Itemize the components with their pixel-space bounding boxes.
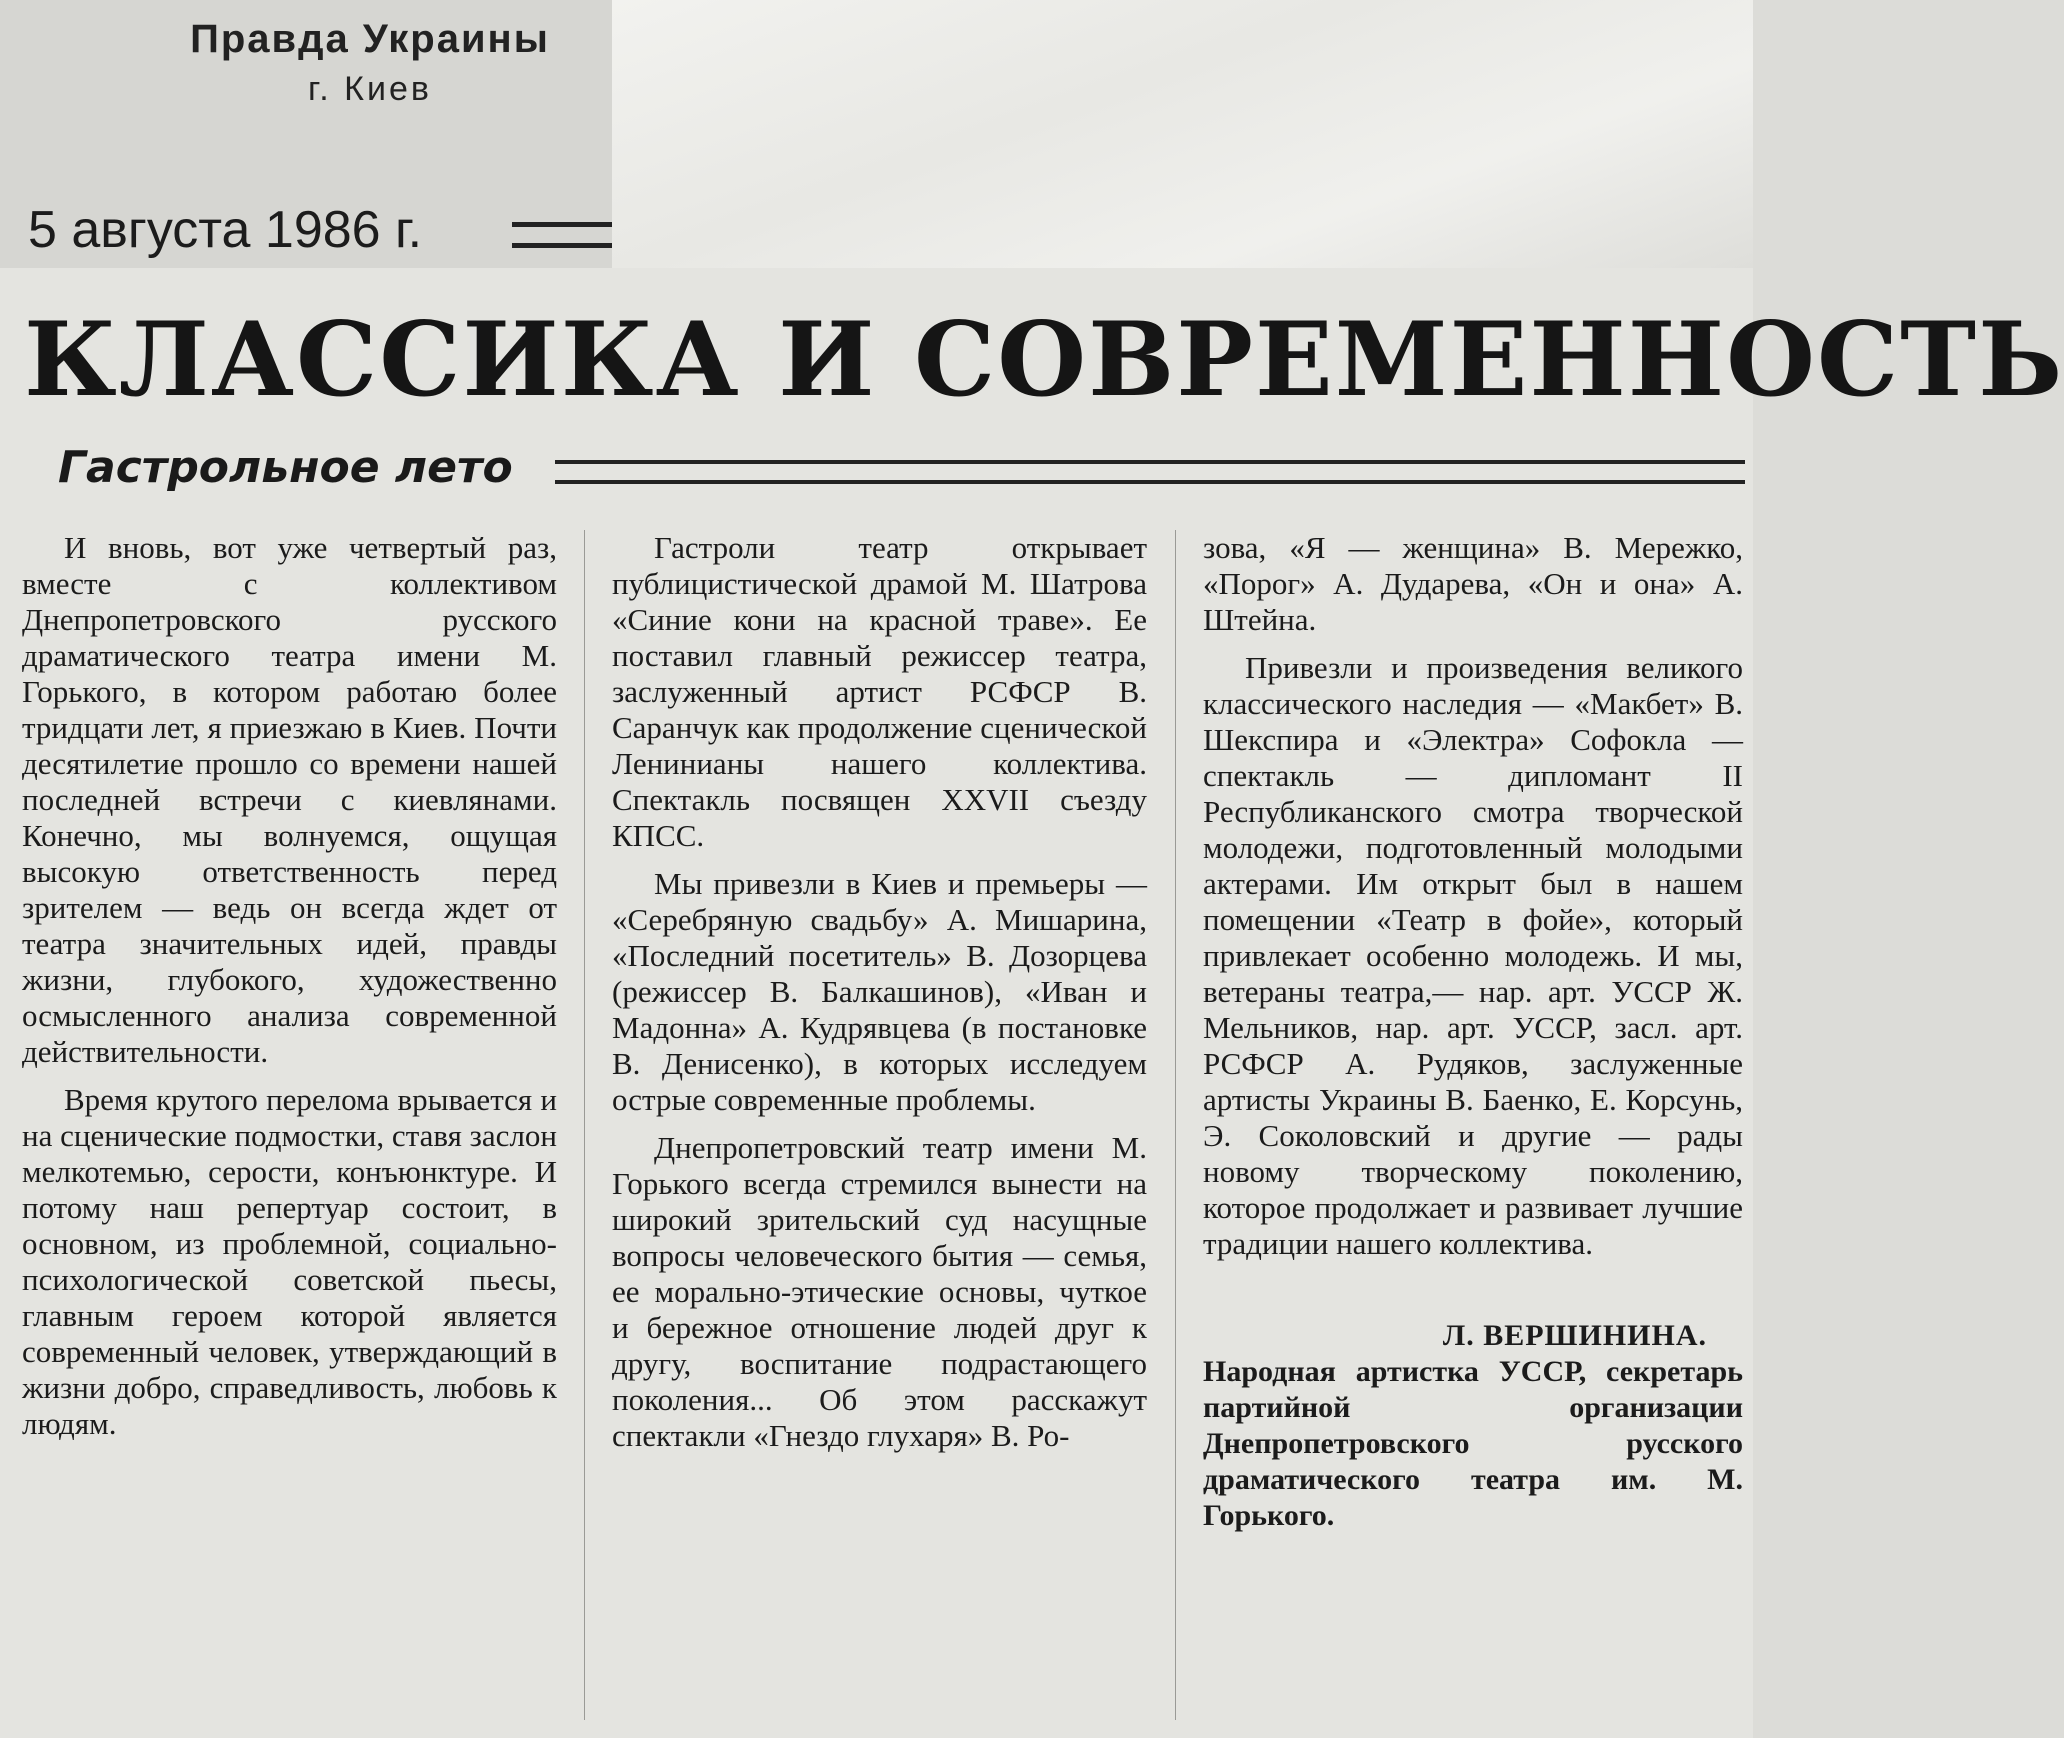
paragraph: зова, «Я — женщина» В. Мережко, «Порог» А. Дударева, «Он и она» А. Штейна.: [1203, 530, 1743, 637]
article-column-3: [1203, 530, 1743, 1534]
article-column-1: [22, 530, 557, 1454]
article-column-2: [612, 530, 1147, 1466]
paragraph: Днепропетровский театр имени М. Горького всегда стремился вынести на широкий зрительский суд насущные вопросы человеческого бытия — семья, ее морально-этические основы, чуткое и бережное отношение людей друг к другу, воспитание подрастающего поколения... Об этом расскажут спектакли «Гнездо глухаря» В. Ро-: [612, 1130, 1147, 1453]
article-headline: КЛАССИКА И СОВРЕМЕННОСТЬ: [24, 300, 2064, 420]
blank-paper-area: [612, 0, 1753, 268]
paragraph: Привезли и произведения великого классического наследия — «Макбет» В. Шекспира и «Электра» Софокла — спектакль — дипломант II Республиканского смотра творческой молодежи, подготовленный молодыми актерами. Им открыт был в нашем помещении «Театр в фойе», который привлекает особенно молодежь. И мы, ветераны театра,— нар. арт. УССР Ж. Мельников, нар. арт. УССР, засл. арт. РСФСР А. Рудяков, заслуженные артисты Украины В. Баенко, Е. Корсунь, Э. Соколовский и другие — рады новому творческому поколению, которое продолжает и развивает лучшие традиции нашего коллектива.: [1203, 650, 1743, 1261]
newspaper-city: г. Киев: [308, 70, 432, 108]
column-divider: [584, 530, 585, 1720]
paragraph: Гастроли театр открывает публицистической драмой М. Шатрова «Синие кони на красной траве». Ее поставил главный режиссер театра, заслуженный артист РСФСР В. Саранчук как продолжение сценической Ленинианы нашего коллектива. Спектакль посвящен XXVII съезду КПСС.: [612, 530, 1147, 853]
rubric-rule: [555, 460, 1745, 484]
newspaper-source: [150, 14, 590, 114]
column-divider: [1175, 530, 1176, 1720]
newspaper-title: Правда Украины: [190, 17, 550, 61]
publication-date: 5 августа 1986 г.: [28, 201, 423, 259]
author-role: Народная артистка УССР, секретарь партийной организации Днепропетровского русского драматического театра им. М. Горького.: [1203, 1355, 1743, 1532]
date-rule: [512, 222, 612, 248]
author-name: Л. ВЕРШИНИНА.: [1442, 1319, 1707, 1352]
paragraph: И вновь, вот уже четвертый раз, вместе с коллективом Днепропетровского русского драматического театра имени М. Горького, в котором работаю более тридцати лет, я приезжаю в Киев. Почти десятилетие прошло со времени нашей последней встречи с киевлянами. Конечно, мы волнуемся, ощущая высокую ответственность перед зрителем — ведь он всегда ждет от театра значительных идей, правды жизни, глубокого, художественно осмысленного анализа современной действительности.: [22, 530, 557, 1069]
paragraph: Мы привезли в Киев и премьеры — «Серебряную свадьбу» А. Мишарина, «Последний посетитель» В. Дозорцева (режиссер В. Балкашинов), «Иван и Мадонна» А. Кудрявцева (в постановке В. Денисенко), в которых исследуем острые современные проблемы.: [612, 866, 1147, 1117]
article-rubric: Гастрольное лето: [58, 442, 513, 493]
author-signature: [1203, 1318, 1743, 1534]
paragraph: Время крутого перелома врывается и на сценические подмостки, ставя заслон мелкотемью, серости, конъюнктуре. И потому наш репертуар состоит, в основном, из проблемной, социально-психологической советской пьесы, главным героем которой является современный человек, утверждающий в жизни добро, справедливость, любовь к людям.: [22, 1082, 557, 1441]
